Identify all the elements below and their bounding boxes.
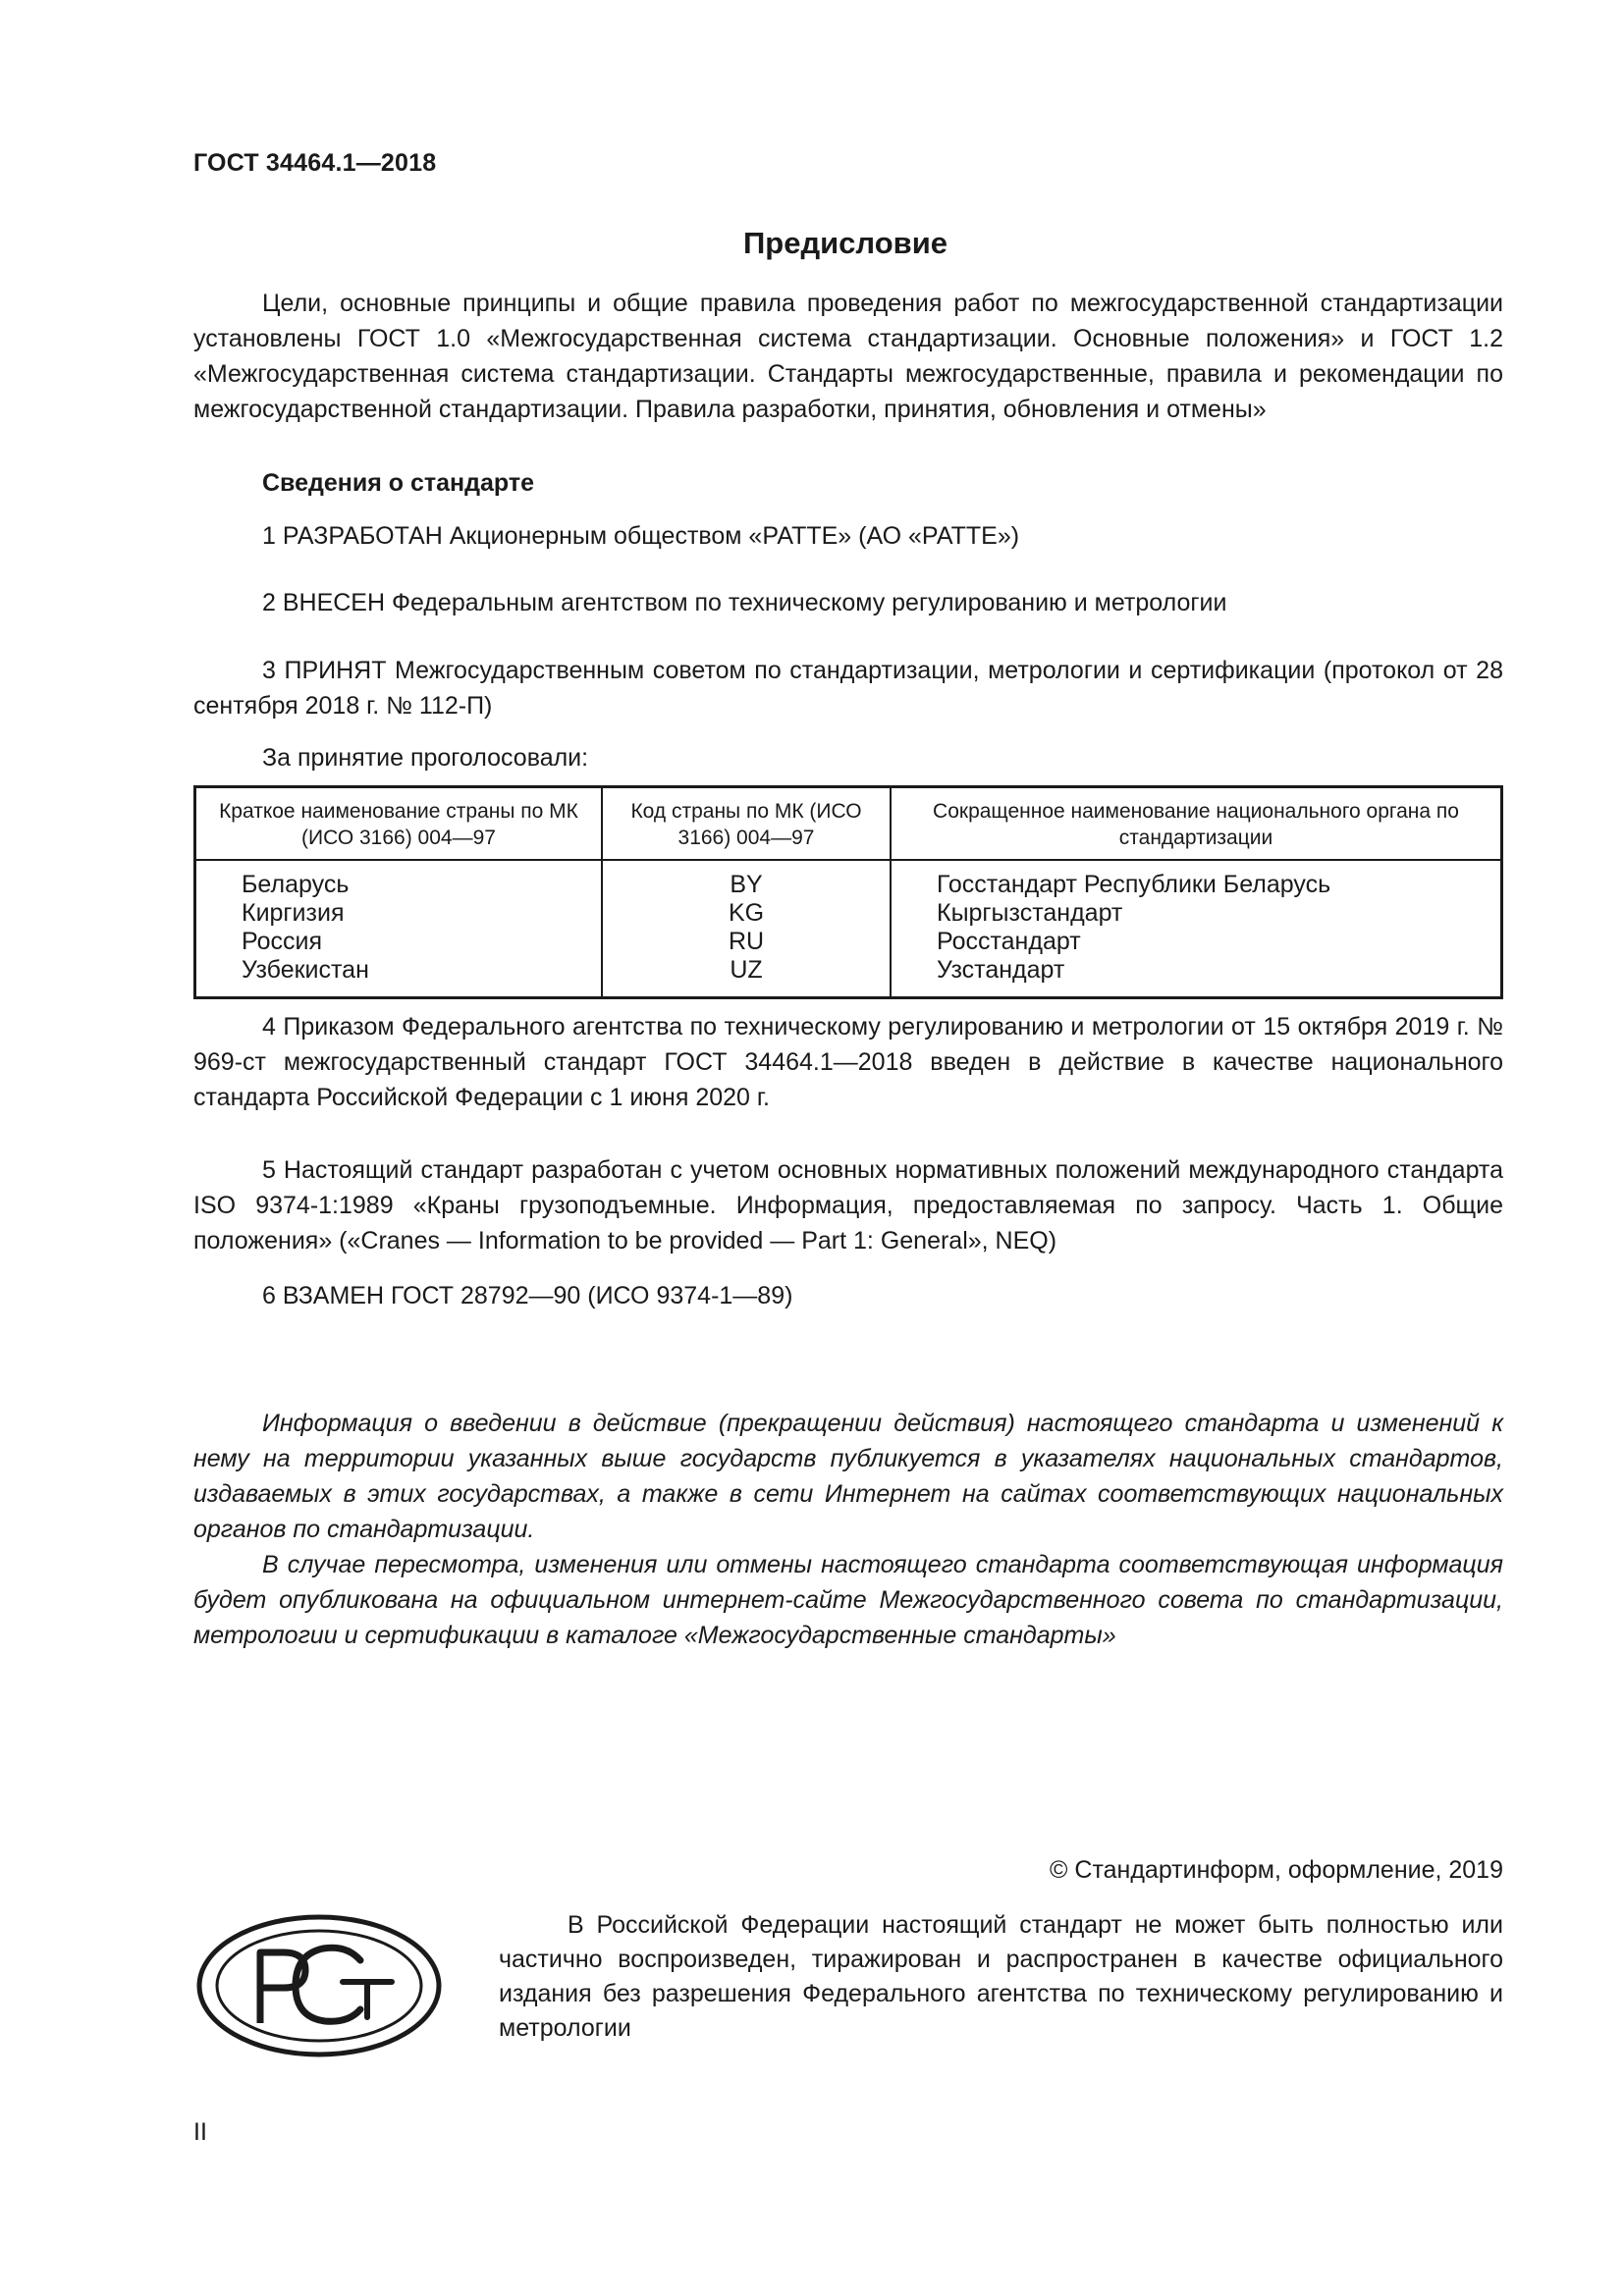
item-enacted: 4 Приказом Федерального агентства по техническому регулированию и метрологии от 15 октября 2019 г. № 969-ст межгосударственный стандарт ГОСТ 34464.1—2018 введен в действие в качестве национального стандарта Российской Федерации с 1 июня 2020 г.	[193, 1013, 1503, 1111]
votes-table	[193, 785, 1503, 999]
header-country-name: Краткое наименование страны по МК (ИСО 3166) 004—97	[195, 787, 603, 861]
italic-revision-paragraph: В случае пересмотра, изменения или отмены настоящего стандарта соответствующая информация будет опубликована на официальном интернет-сайте Межгосударственного совета по стандартизации, метрологии и сертификации в каталоге «Межгосударственные стандарты»	[193, 1551, 1503, 1649]
header-country-code: Код страны по МК (ИСО 3166) 004—97	[602, 787, 891, 861]
standards-body: Кыргызстандарт	[937, 899, 1123, 927]
rst-logo	[195, 1913, 443, 2058]
page-title: Предисловие	[742, 226, 947, 260]
table-row	[195, 860, 1502, 998]
country-names-cell	[195, 860, 603, 998]
table-header-row	[195, 787, 1502, 861]
country-code: BY	[730, 871, 763, 898]
country-code: RU	[728, 928, 765, 955]
standards-bodies-cell	[891, 860, 1502, 998]
standards-body: Госстандарт Республики Беларусь	[937, 871, 1331, 898]
copyright-line: © Стандартинформ, оформление, 2019	[1050, 1856, 1503, 1884]
reproduction-notice: В Российской Федерации настоящий стандарт не может быть полностью или частично воспроизведен, тиражирован и распространен в качестве официального издания без разрешения Федерального агентства по техническому регулированию и метрологии	[499, 1911, 1503, 2042]
header-standards-body: Сокращенное наименование национального органа по стандартизации	[891, 787, 1502, 861]
country-codes-cell	[602, 860, 891, 998]
country-code: UZ	[730, 956, 763, 984]
item-based-on: 5 Настоящий стандарт разработан с учетом основных нормативных положений международного стандарта ISO 9374-1:1989 «Краны грузоподъемные. Информация, предоставляемая по запросу. Часть 1. Общие положения» («Cranes — Information to be provided — Part 1: General», NEQ)	[193, 1156, 1503, 1255]
document-code: ГОСТ 34464.1—2018	[193, 149, 437, 177]
item-introduced: 2 ВНЕСЕН Федеральным агентством по техническому регулированию и метрологии	[262, 589, 1227, 616]
country-name: Киргизия	[242, 899, 345, 927]
country-name: Беларусь	[242, 871, 350, 898]
country-name: Узбекистан	[242, 956, 369, 984]
italic-info-paragraph: Информация о введении в действие (прекращении действия) настоящего стандарта и изменений к нему на территории указанных выше государств публикуется в указателях национальных стандартов, издаваемых в этих государствах, а также в сети Интернет на сайтах соответствующих национальных органов по стандартизации.	[193, 1410, 1503, 1543]
standards-body: Росстандарт	[937, 928, 1081, 955]
info-heading: Сведения о стандарте	[262, 469, 535, 497]
intro-paragraph: Цели, основные принципы и общие правила проведения работ по межгосударственной стандартизации установлены ГОСТ 1.0 «Межгосударственная система стандартизации. Основные положения» и ГОСТ 1.2 «Межгосударственная система стандартизации. Стандарты межгосударственные, правила и рекомендации по межгосударственной стандартизации. Правила разработки, принятия, обновления и отмены»	[193, 290, 1503, 423]
page-number: II	[193, 2118, 207, 2146]
item-replaces: 6 ВЗАМЕН ГОСТ 28792—90 (ИСО 9374-1—89)	[262, 1282, 793, 1309]
voted-label: За принятие проголосовали:	[262, 744, 589, 772]
item-adopted: 3 ПРИНЯТ Межгосударственным советом по стандартизации, метрологии и сертификации (протокол от 28 сентября 2018 г. № 112-П)	[193, 657, 1503, 720]
standards-body: Узстандарт	[937, 956, 1065, 984]
item-developed: 1 РАЗРАБОТАН Акционерным обществом «РАТТЕ» (АО «РАТТЕ»)	[262, 522, 1020, 550]
country-name: Россия	[242, 928, 322, 955]
rst-logo-icon	[195, 1913, 443, 2058]
country-code: KG	[728, 899, 765, 927]
